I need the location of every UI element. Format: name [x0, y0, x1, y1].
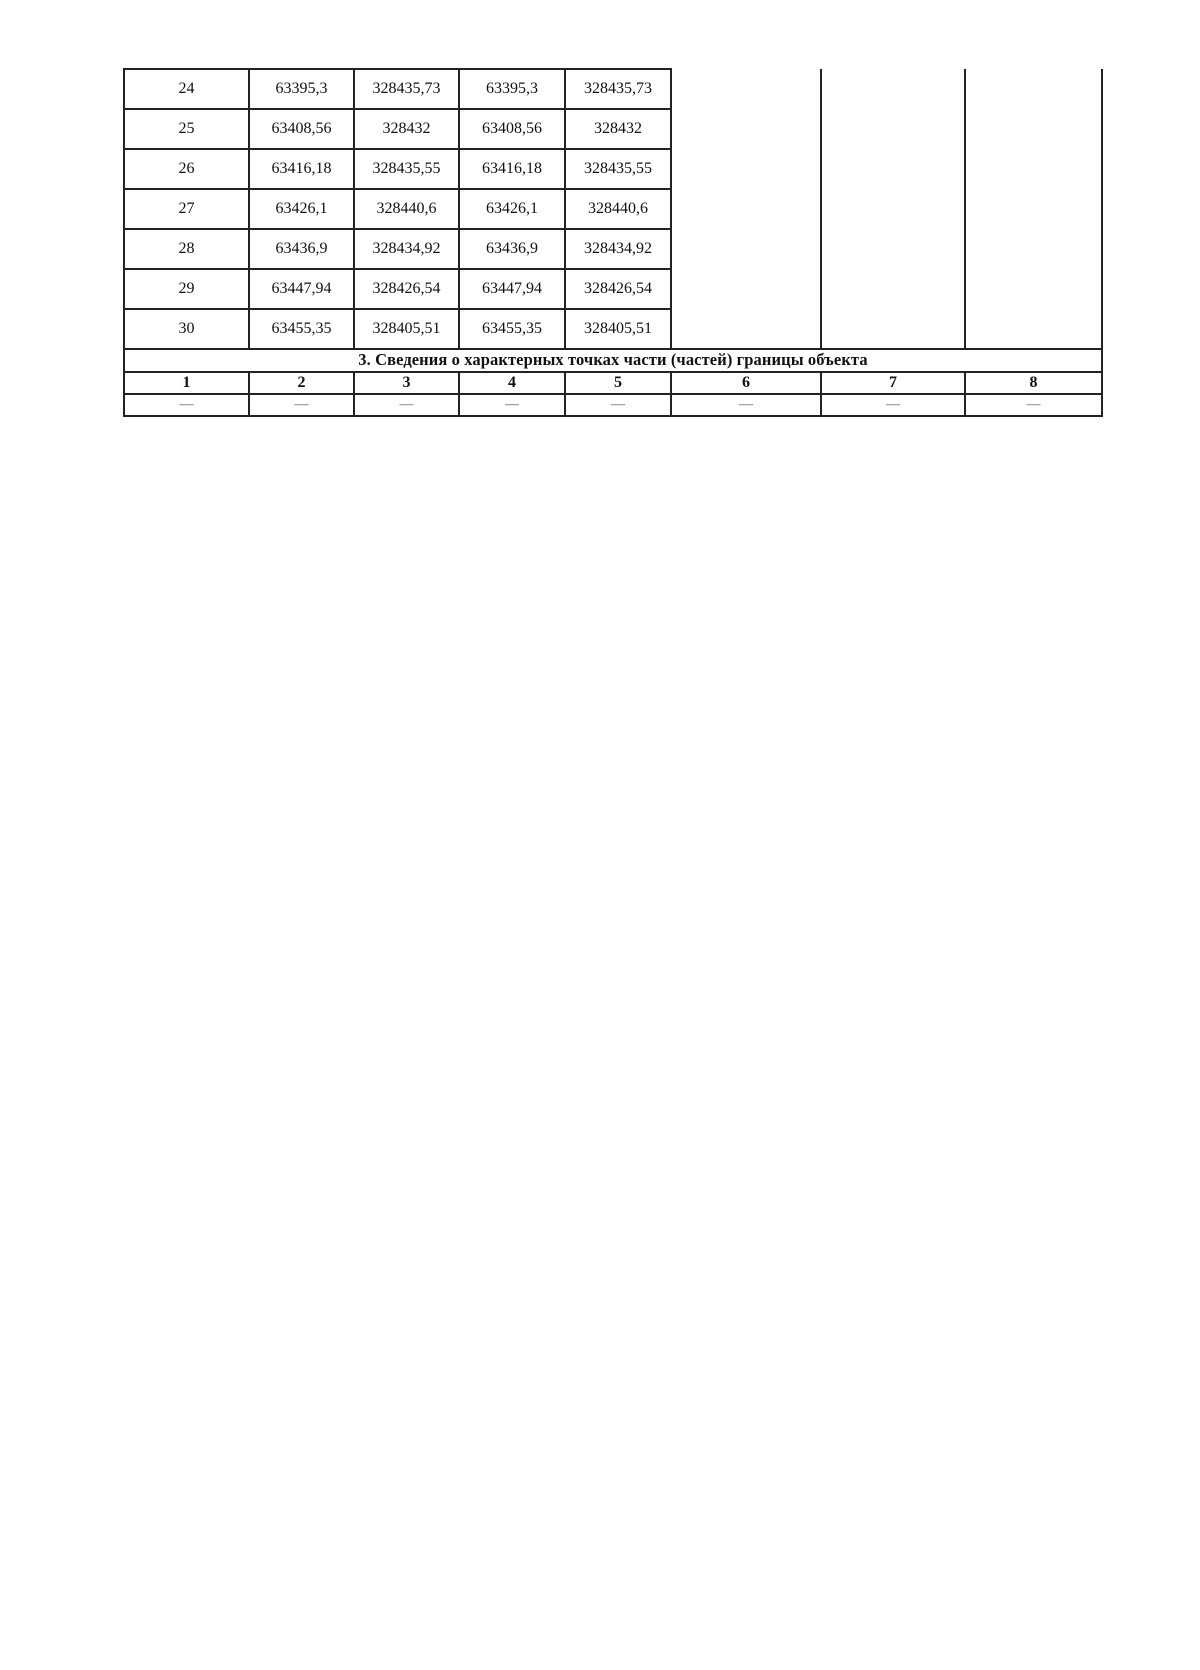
empty-cell [965, 309, 1102, 349]
column-number: 6 [671, 372, 821, 394]
refined-y-cell: 328426,54 [565, 269, 671, 309]
existing-x-cell: 63436,9 [249, 229, 354, 269]
empty-cell [965, 109, 1102, 149]
empty-cell [821, 229, 965, 269]
refined-x-cell: 63455,35 [459, 309, 565, 349]
empty-cell [671, 229, 821, 269]
section-header-row [124, 349, 1102, 372]
column-number: 1 [124, 372, 249, 394]
point-number-cell: 24 [124, 69, 249, 109]
table-row [124, 69, 1102, 109]
refined-y-cell: 328435,73 [565, 69, 671, 109]
refined-y-cell: 328432 [565, 109, 671, 149]
empty-cell [965, 189, 1102, 229]
table-row [124, 309, 1102, 349]
column-numbers-row [124, 372, 1102, 394]
table-row [124, 269, 1102, 309]
point-number-cell: 27 [124, 189, 249, 229]
refined-y-cell: 328405,51 [565, 309, 671, 349]
point-number-cell: 26 [124, 149, 249, 189]
existing-y-cell: 328435,55 [354, 149, 459, 189]
table-row [124, 189, 1102, 229]
existing-y-cell: 328405,51 [354, 309, 459, 349]
dash-cell: — [965, 394, 1102, 416]
table-row [124, 229, 1102, 269]
point-number-cell: 28 [124, 229, 249, 269]
empty-cell [671, 149, 821, 189]
refined-x-cell: 63447,94 [459, 269, 565, 309]
refined-x-cell: 63436,9 [459, 229, 565, 269]
existing-y-cell: 328432 [354, 109, 459, 149]
refined-x-cell: 63408,56 [459, 109, 565, 149]
point-number-cell: 29 [124, 269, 249, 309]
existing-y-cell: 328435,73 [354, 69, 459, 109]
existing-x-cell: 63395,3 [249, 69, 354, 109]
column-number: 4 [459, 372, 565, 394]
existing-y-cell: 328434,92 [354, 229, 459, 269]
existing-y-cell: 328426,54 [354, 269, 459, 309]
empty-cell [965, 269, 1102, 309]
column-number: 5 [565, 372, 671, 394]
empty-cell [965, 229, 1102, 269]
column-number: 2 [249, 372, 354, 394]
empty-cell [821, 149, 965, 189]
empty-cell [821, 109, 965, 149]
dash-cell: — [124, 394, 249, 416]
refined-y-cell: 328435,55 [565, 149, 671, 189]
existing-x-cell: 63416,18 [249, 149, 354, 189]
table-row [124, 109, 1102, 149]
existing-y-cell: 328440,6 [354, 189, 459, 229]
empty-cell [821, 269, 965, 309]
empty-cell [821, 309, 965, 349]
boundary-points-table [123, 68, 1103, 417]
placeholder-row [124, 394, 1102, 416]
empty-cell [671, 189, 821, 229]
existing-x-cell: 63447,94 [249, 269, 354, 309]
existing-x-cell: 63426,1 [249, 189, 354, 229]
table-row [124, 149, 1102, 189]
dash-cell: — [459, 394, 565, 416]
existing-x-cell: 63455,35 [249, 309, 354, 349]
dash-cell: — [249, 394, 354, 416]
section-title: 3. Сведения о характерных точках части (частей) границы объекта [124, 349, 1102, 372]
dash-cell: — [671, 394, 821, 416]
refined-x-cell: 63395,3 [459, 69, 565, 109]
refined-y-cell: 328440,6 [565, 189, 671, 229]
empty-cell [671, 309, 821, 349]
column-number: 8 [965, 372, 1102, 394]
existing-x-cell: 63408,56 [249, 109, 354, 149]
dash-cell: — [821, 394, 965, 416]
refined-x-cell: 63426,1 [459, 189, 565, 229]
empty-cell [821, 69, 965, 109]
column-number: 7 [821, 372, 965, 394]
point-number-cell: 30 [124, 309, 249, 349]
point-number-cell: 25 [124, 109, 249, 149]
empty-cell [671, 269, 821, 309]
dash-cell: — [565, 394, 671, 416]
dash-cell: — [354, 394, 459, 416]
refined-x-cell: 63416,18 [459, 149, 565, 189]
refined-y-cell: 328434,92 [565, 229, 671, 269]
empty-cell [671, 69, 821, 109]
empty-cell [671, 109, 821, 149]
column-number: 3 [354, 372, 459, 394]
empty-cell [965, 149, 1102, 189]
empty-cell [821, 189, 965, 229]
empty-cell [965, 69, 1102, 109]
